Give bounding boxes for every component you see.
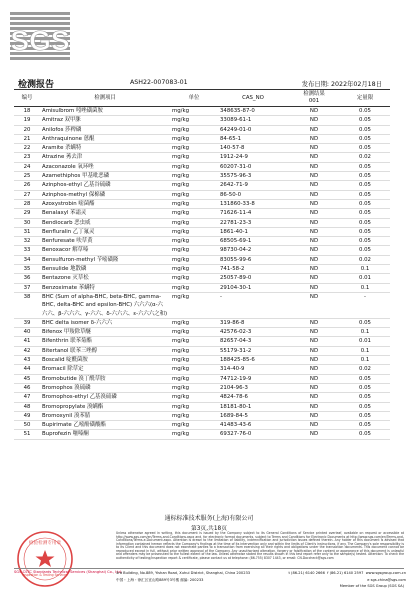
row-number: 48 <box>14 402 40 411</box>
row-unit: mg/kg <box>170 153 218 162</box>
row-result: ND <box>288 383 340 392</box>
row-limit: 0.1 <box>340 346 390 355</box>
row-cas: 98730-04-2 <box>218 246 288 255</box>
row-item: Bensulfuron-methyl 苄嘧磺隆 <box>40 255 170 264</box>
row-limit: 0.05 <box>340 162 390 171</box>
row-number: 23 <box>14 153 40 162</box>
row-number: 43 <box>14 356 40 365</box>
row-limit: 0.05 <box>340 134 390 143</box>
table-row <box>14 227 390 236</box>
row-item: Benfuresate 呋草黄 <box>40 237 170 246</box>
col-header-limit: 定量限 <box>340 90 390 107</box>
row-number: 29 <box>14 209 40 218</box>
row-limit: 0.05 <box>340 125 390 134</box>
row-unit: mg/kg <box>170 218 218 227</box>
row-limit: 0.02 <box>340 365 390 374</box>
row-number: 31 <box>14 227 40 236</box>
row-item: Bromoxynil 溴苯腈 <box>40 411 170 420</box>
row-unit: mg/kg <box>170 172 218 181</box>
row-result: ND <box>288 421 340 430</box>
table-row <box>14 144 390 153</box>
row-number: 34 <box>14 255 40 264</box>
row-item: Azaconazole 氧环唑 <box>40 162 170 171</box>
row-number: 37 <box>14 283 40 292</box>
table-row <box>14 172 390 181</box>
row-unit: mg/kg <box>170 328 218 337</box>
row-limit: 0.05 <box>340 393 390 402</box>
row-item: Amisulbrom 吲唑磺菌胺 <box>40 107 170 116</box>
col-header-result-sample: 001 <box>308 98 320 104</box>
row-result: ND <box>288 255 340 264</box>
row-item: Aramite 杀螨特 <box>40 144 170 153</box>
row-unit: mg/kg <box>170 199 218 208</box>
inspection-seal <box>16 530 74 588</box>
table-row <box>14 125 390 134</box>
row-cas: 348635-87-0 <box>218 107 288 116</box>
row-unit: mg/kg <box>170 265 218 274</box>
row-number: 18 <box>14 107 40 116</box>
row-cas: 35575-96-3 <box>218 172 288 181</box>
row-result: ND <box>288 227 340 236</box>
table-row <box>14 181 390 190</box>
table-row <box>14 199 390 208</box>
table-row <box>14 283 390 292</box>
row-cas: 55179-31-2 <box>218 346 288 355</box>
row-limit: 0.05 <box>340 374 390 383</box>
row-cas: 140-57-8 <box>218 144 288 153</box>
row-result: ND <box>288 246 340 255</box>
row-item: Anilofos 莎稗磷 <box>40 125 170 134</box>
row-limit: 0.05 <box>340 430 390 439</box>
issue-date: 发布日期: 2022年02月18日 <box>301 81 382 88</box>
table-row <box>14 162 390 171</box>
row-unit: mg/kg <box>170 346 218 355</box>
row-unit: mg/kg <box>170 246 218 255</box>
terms-text: Unless otherwise agreed in writing, this document is issued by the Company subject to its General Conditions of Service printed overleaf, available on request or accessible at http://www.sgs.com/en/Terms-and-Conditions.aspx and, for electronic format documents, subject to Terms and Conditions for Electronic Documents at http://www.sgs.com/en/Terms-and-Conditions/Terms-e-Document.aspx. Attention is drawn to the limitation of liability, indemnification and jurisdiction issues defined therein. Any holder of this document is advised that information contained hereon reflects the Company's findings at the time of its intervention only and within the limits of Client's instructions, if any. The Company's sole responsibility is to its Client and this document does not exonerate parties to a transaction from exercising all their rights and obligations under the transaction documents. This document cannot be reproduced except in full, without prior written approval of the Company. Any unauthorized alteration, forgery or falsification of the content or appearance of this document is unlawful and offenders may be prosecuted to the fullest extent of the law. Unless otherwise stated the results shown in this test report refer only to the sample(s) tested. <box>116 531 404 557</box>
row-number: 47 <box>14 393 40 402</box>
row-number: 46 <box>14 383 40 392</box>
table-row <box>14 190 390 199</box>
row-result: ND <box>288 209 340 218</box>
row-unit: mg/kg <box>170 283 218 292</box>
row-cas: 84-65-1 <box>218 134 288 143</box>
table-row <box>14 153 390 162</box>
results-table <box>14 89 390 440</box>
row-limit: 0.05 <box>340 218 390 227</box>
row-unit: mg/kg <box>170 190 218 199</box>
footer-tel: t (86-21) 6140 2666 <box>288 571 325 575</box>
row-limit: 0.05 <box>340 318 390 327</box>
seal-text-top: 检验检测专用章 <box>28 541 62 546</box>
row-unit: mg/kg <box>170 209 218 218</box>
row-number: 21 <box>14 134 40 143</box>
table-row <box>14 116 390 125</box>
row-result: ND <box>288 430 340 439</box>
row-result: ND <box>288 374 340 383</box>
row-item: BHC (Sum of alpha-BHC, beta-BHC, gamma-BHC, delta-BHC and epsilon-BHC) 六六六(α-六六六、β-六六六、γ-六六、δ-六六六、ε-六六六之和) <box>40 292 170 318</box>
page-number: 第3页,共18页 <box>190 526 228 532</box>
row-unit: mg/kg <box>170 162 218 171</box>
row-number: 36 <box>14 274 40 283</box>
row-number: 45 <box>14 374 40 383</box>
report-number: ASH22-007083-01 <box>130 79 188 86</box>
row-unit: mg/kg <box>170 144 218 153</box>
row-cas: 1689-84-5 <box>218 411 288 420</box>
row-unit: mg/kg <box>170 430 218 439</box>
row-cas: 68505-69-1 <box>218 237 288 246</box>
row-limit: 0.05 <box>340 411 390 420</box>
row-result: ND <box>288 125 340 134</box>
row-cas: 74712-19-9 <box>218 374 288 383</box>
authenticity-inquiry: Attention: To check the authenticity of testing/inspection report & certificate, please contact us at telephone: (86-755) 8307 1443, or email: CN.Doccheck@sgs.com <box>116 552 404 560</box>
row-unit: mg/kg <box>170 318 218 327</box>
row-item: Benfluralin 乙丁氟灵 <box>40 227 170 236</box>
row-result: ND <box>288 218 340 227</box>
table-row <box>14 246 390 255</box>
row-unit: mg/kg <box>170 237 218 246</box>
row-limit: 0.05 <box>340 190 390 199</box>
row-cas: 86-50-0 <box>218 190 288 199</box>
row-cas: 25057-89-0 <box>218 274 288 283</box>
row-item: Azoxystrobin 嘧菌酯 <box>40 199 170 208</box>
row-cas: 2642-71-9 <box>218 181 288 190</box>
row-unit: mg/kg <box>170 356 218 365</box>
table-header-row <box>14 90 390 107</box>
row-item: Bendiocarb 恶虫威 <box>40 218 170 227</box>
row-unit: mg/kg <box>170 181 218 190</box>
row-cas: - <box>218 292 288 318</box>
row-number: 20 <box>14 125 40 134</box>
row-limit: 0.05 <box>340 383 390 392</box>
table-row <box>14 292 390 318</box>
row-unit: mg/kg <box>170 421 218 430</box>
row-cas: 41483-43-6 <box>218 421 288 430</box>
row-limit: 0.01 <box>340 274 390 283</box>
row-result: ND <box>288 328 340 337</box>
table-row <box>14 134 390 143</box>
footer-email[interactable]: e sgs.china@sgs.com <box>367 578 406 582</box>
footer-divider <box>14 568 404 569</box>
row-item: Atrazine 莠去津 <box>40 153 170 162</box>
row-limit: 0.01 <box>340 337 390 346</box>
table-row <box>14 393 390 402</box>
row-cas: 83055-99-6 <box>218 255 288 264</box>
col-header-cas: CAS_NO <box>218 90 288 107</box>
row-cas: 82657-04-3 <box>218 337 288 346</box>
row-result: ND <box>288 274 340 283</box>
row-limit: 0.05 <box>340 107 390 116</box>
row-number: 49 <box>14 411 40 420</box>
row-number: 32 <box>14 237 40 246</box>
table-row <box>14 209 390 218</box>
row-item: BHC delta isomer δ-六六六 <box>40 318 170 327</box>
terms-and-conditions <box>116 532 404 560</box>
footer-fax: f (86-21) 6140 2597 <box>327 571 364 575</box>
sgs-logo-text: SGS <box>10 25 70 56</box>
member-of-sgs: Member of the SGS Group (SGS SA) <box>339 584 404 588</box>
row-cas: 1861-40-1 <box>218 227 288 236</box>
col-header-item: 检测项目 <box>40 90 170 107</box>
row-result: ND <box>288 393 340 402</box>
row-number: 50 <box>14 421 40 430</box>
row-result: ND <box>288 199 340 208</box>
row-limit: 0.05 <box>340 237 390 246</box>
address-en: 3rd Building, No.889, Yishan Road, Xuhui District, Shanghai, China 200233 <box>116 571 251 575</box>
row-number: 24 <box>14 162 40 171</box>
row-limit: 0.1 <box>340 356 390 365</box>
table-row <box>14 265 390 274</box>
row-cas: 22781-23-3 <box>218 218 288 227</box>
row-item: Anthraquinone 蒽醌 <box>40 134 170 143</box>
row-limit: 0.05 <box>340 227 390 236</box>
row-cas: 1912-24-9 <box>218 153 288 162</box>
table-row <box>14 430 390 439</box>
row-item: Bentazone 灭草松 <box>40 274 170 283</box>
row-cas: 131860-33-8 <box>218 199 288 208</box>
row-number: 25 <box>14 172 40 181</box>
row-item: Benalaxyl 苯霜灵 <box>40 209 170 218</box>
row-limit: - <box>340 292 390 318</box>
row-limit: 0.05 <box>340 421 390 430</box>
row-result: ND <box>288 365 340 374</box>
row-item: Benoxacor 解草嗪 <box>40 246 170 255</box>
row-cas: 314-40-9 <box>218 365 288 374</box>
row-unit: mg/kg <box>170 393 218 402</box>
table-row <box>14 237 390 246</box>
row-number: 51 <box>14 430 40 439</box>
row-unit: mg/kg <box>170 374 218 383</box>
row-number: 33 <box>14 246 40 255</box>
row-cas: 29104-30-1 <box>218 283 288 292</box>
row-result: ND <box>288 356 340 365</box>
row-cas: 64249-01-0 <box>218 125 288 134</box>
row-limit: 0.05 <box>340 116 390 125</box>
row-item: Bromophos-ethyl 乙基溴硫磷 <box>40 393 170 402</box>
address-cn: 中国・上海・徐汇区宜山路889号3号楼 邮编: 200233 <box>116 578 204 582</box>
row-result: ND <box>288 283 340 292</box>
row-limit: 0.1 <box>340 265 390 274</box>
row-limit: 0.05 <box>340 209 390 218</box>
row-limit: 0.1 <box>340 328 390 337</box>
row-result: ND <box>288 346 340 355</box>
row-item: Azinphos-methyl 保棉磷 <box>40 190 170 199</box>
row-item: Buprofezin 噻嗪酮 <box>40 430 170 439</box>
row-result: ND <box>288 107 340 116</box>
row-number: 22 <box>14 144 40 153</box>
row-cas: 71626-11-4 <box>218 209 288 218</box>
row-unit: mg/kg <box>170 292 218 318</box>
lab-name: 通标标准技术服务(上海)有限公司 <box>164 515 254 522</box>
row-limit: 0.05 <box>340 199 390 208</box>
row-unit: mg/kg <box>170 116 218 125</box>
row-result: ND <box>288 181 340 190</box>
table-row <box>14 218 390 227</box>
row-item: Amitraz 双甲脒 <box>40 116 170 125</box>
row-number: 38 <box>14 292 40 318</box>
row-number: 41 <box>14 337 40 346</box>
row-result: ND <box>288 153 340 162</box>
table-row <box>14 337 390 346</box>
row-cas: 42576-02-3 <box>218 328 288 337</box>
row-item: Bifenthrin 联苯菊酯 <box>40 337 170 346</box>
table-body <box>14 107 390 440</box>
report-title: 检测报告 <box>18 80 55 90</box>
table-row <box>14 356 390 365</box>
seal-text-bottom: Inspection & Testing Services <box>22 573 68 577</box>
row-item: Bupirimate 乙嘧酚磺酸酯 <box>40 421 170 430</box>
row-cas: 69327-76-0 <box>218 430 288 439</box>
row-limit: 0.02 <box>340 153 390 162</box>
table-row <box>14 411 390 420</box>
row-item: Boscalid 啶酰菌胺 <box>40 356 170 365</box>
table-row <box>14 274 390 283</box>
footer-address <box>116 570 250 584</box>
row-number: 39 <box>14 318 40 327</box>
row-result: ND <box>288 402 340 411</box>
row-number: 27 <box>14 190 40 199</box>
row-limit: 0.05 <box>340 172 390 181</box>
row-number: 28 <box>14 199 40 208</box>
row-item: Azinphos-ethyl 乙基谷硫磷 <box>40 181 170 190</box>
row-cas: 4824-78-6 <box>218 393 288 402</box>
row-result: ND <box>288 411 340 420</box>
row-cas: 188425-85-6 <box>218 356 288 365</box>
table-row <box>14 328 390 337</box>
row-result: ND <box>288 116 340 125</box>
row-number: 40 <box>14 328 40 337</box>
table-row <box>14 365 390 374</box>
table-row <box>14 255 390 264</box>
footer-contact <box>288 570 406 584</box>
row-limit: 0.05 <box>340 181 390 190</box>
row-unit: mg/kg <box>170 274 218 283</box>
row-limit: 0.1 <box>340 283 390 292</box>
row-unit: mg/kg <box>170 134 218 143</box>
row-item: Azamethiphos 甲基吡恶磷 <box>40 172 170 181</box>
row-item: Bensulide 地散磷 <box>40 265 170 274</box>
table-row <box>14 402 390 411</box>
row-cas: 319-86-8 <box>218 318 288 327</box>
row-item: Bromobutide 溴丁酰草胺 <box>40 374 170 383</box>
row-limit: 0.02 <box>340 255 390 264</box>
table-row <box>14 421 390 430</box>
row-result: ND <box>288 190 340 199</box>
col-header-result <box>288 90 340 107</box>
table-row <box>14 383 390 392</box>
footer-web[interactable]: www.sgsgroup.com.cn <box>365 571 406 575</box>
row-unit: mg/kg <box>170 107 218 116</box>
row-result: ND <box>288 337 340 346</box>
row-cas: 60207-31-0 <box>218 162 288 171</box>
row-limit: 0.05 <box>340 246 390 255</box>
row-number: 26 <box>14 181 40 190</box>
row-unit: mg/kg <box>170 227 218 236</box>
row-item: Bromacil 除草定 <box>40 365 170 374</box>
footer-entity: SGS-CSTC Standards Technical Services (Shanghai) Co., Ltd. <box>14 570 123 574</box>
sgs-logo <box>8 4 74 70</box>
col-header-unit: 单位 <box>170 90 218 107</box>
table-row <box>14 346 390 355</box>
col-header-no: 编号 <box>14 90 40 107</box>
row-number: 44 <box>14 365 40 374</box>
star-icon <box>36 550 55 567</box>
row-result: ND <box>288 292 340 318</box>
row-unit: mg/kg <box>170 125 218 134</box>
table-row <box>14 107 390 116</box>
row-item: Bifenox 甲羧除草醚 <box>40 328 170 337</box>
row-cas: 741-58-2 <box>218 265 288 274</box>
table-row <box>14 374 390 383</box>
row-unit: mg/kg <box>170 337 218 346</box>
row-item: Bromophos 溴硫磷 <box>40 383 170 392</box>
row-cas: 2104-96-3 <box>218 383 288 392</box>
row-result: ND <box>288 172 340 181</box>
row-unit: mg/kg <box>170 402 218 411</box>
row-unit: mg/kg <box>170 255 218 264</box>
row-item: Bitertanol 联苯三唑醇 <box>40 346 170 355</box>
row-cas: 18181-80-1 <box>218 402 288 411</box>
row-unit: mg/kg <box>170 383 218 392</box>
row-number: 30 <box>14 218 40 227</box>
table-row <box>14 318 390 327</box>
row-result: ND <box>288 265 340 274</box>
row-limit: 0.05 <box>340 402 390 411</box>
col-header-result-label: 检测结果 <box>303 91 325 97</box>
row-result: ND <box>288 144 340 153</box>
row-number: 42 <box>14 346 40 355</box>
row-cas: 33089-61-1 <box>218 116 288 125</box>
row-item: Benzoximate 苯螨特 <box>40 283 170 292</box>
row-number: 19 <box>14 116 40 125</box>
row-unit: mg/kg <box>170 411 218 420</box>
row-limit: 0.05 <box>340 144 390 153</box>
row-result: ND <box>288 318 340 327</box>
row-number: 35 <box>14 265 40 274</box>
row-result: ND <box>288 162 340 171</box>
row-item: Bromopropylate 溴螨酯 <box>40 402 170 411</box>
row-result: ND <box>288 134 340 143</box>
row-unit: mg/kg <box>170 365 218 374</box>
row-result: ND <box>288 237 340 246</box>
